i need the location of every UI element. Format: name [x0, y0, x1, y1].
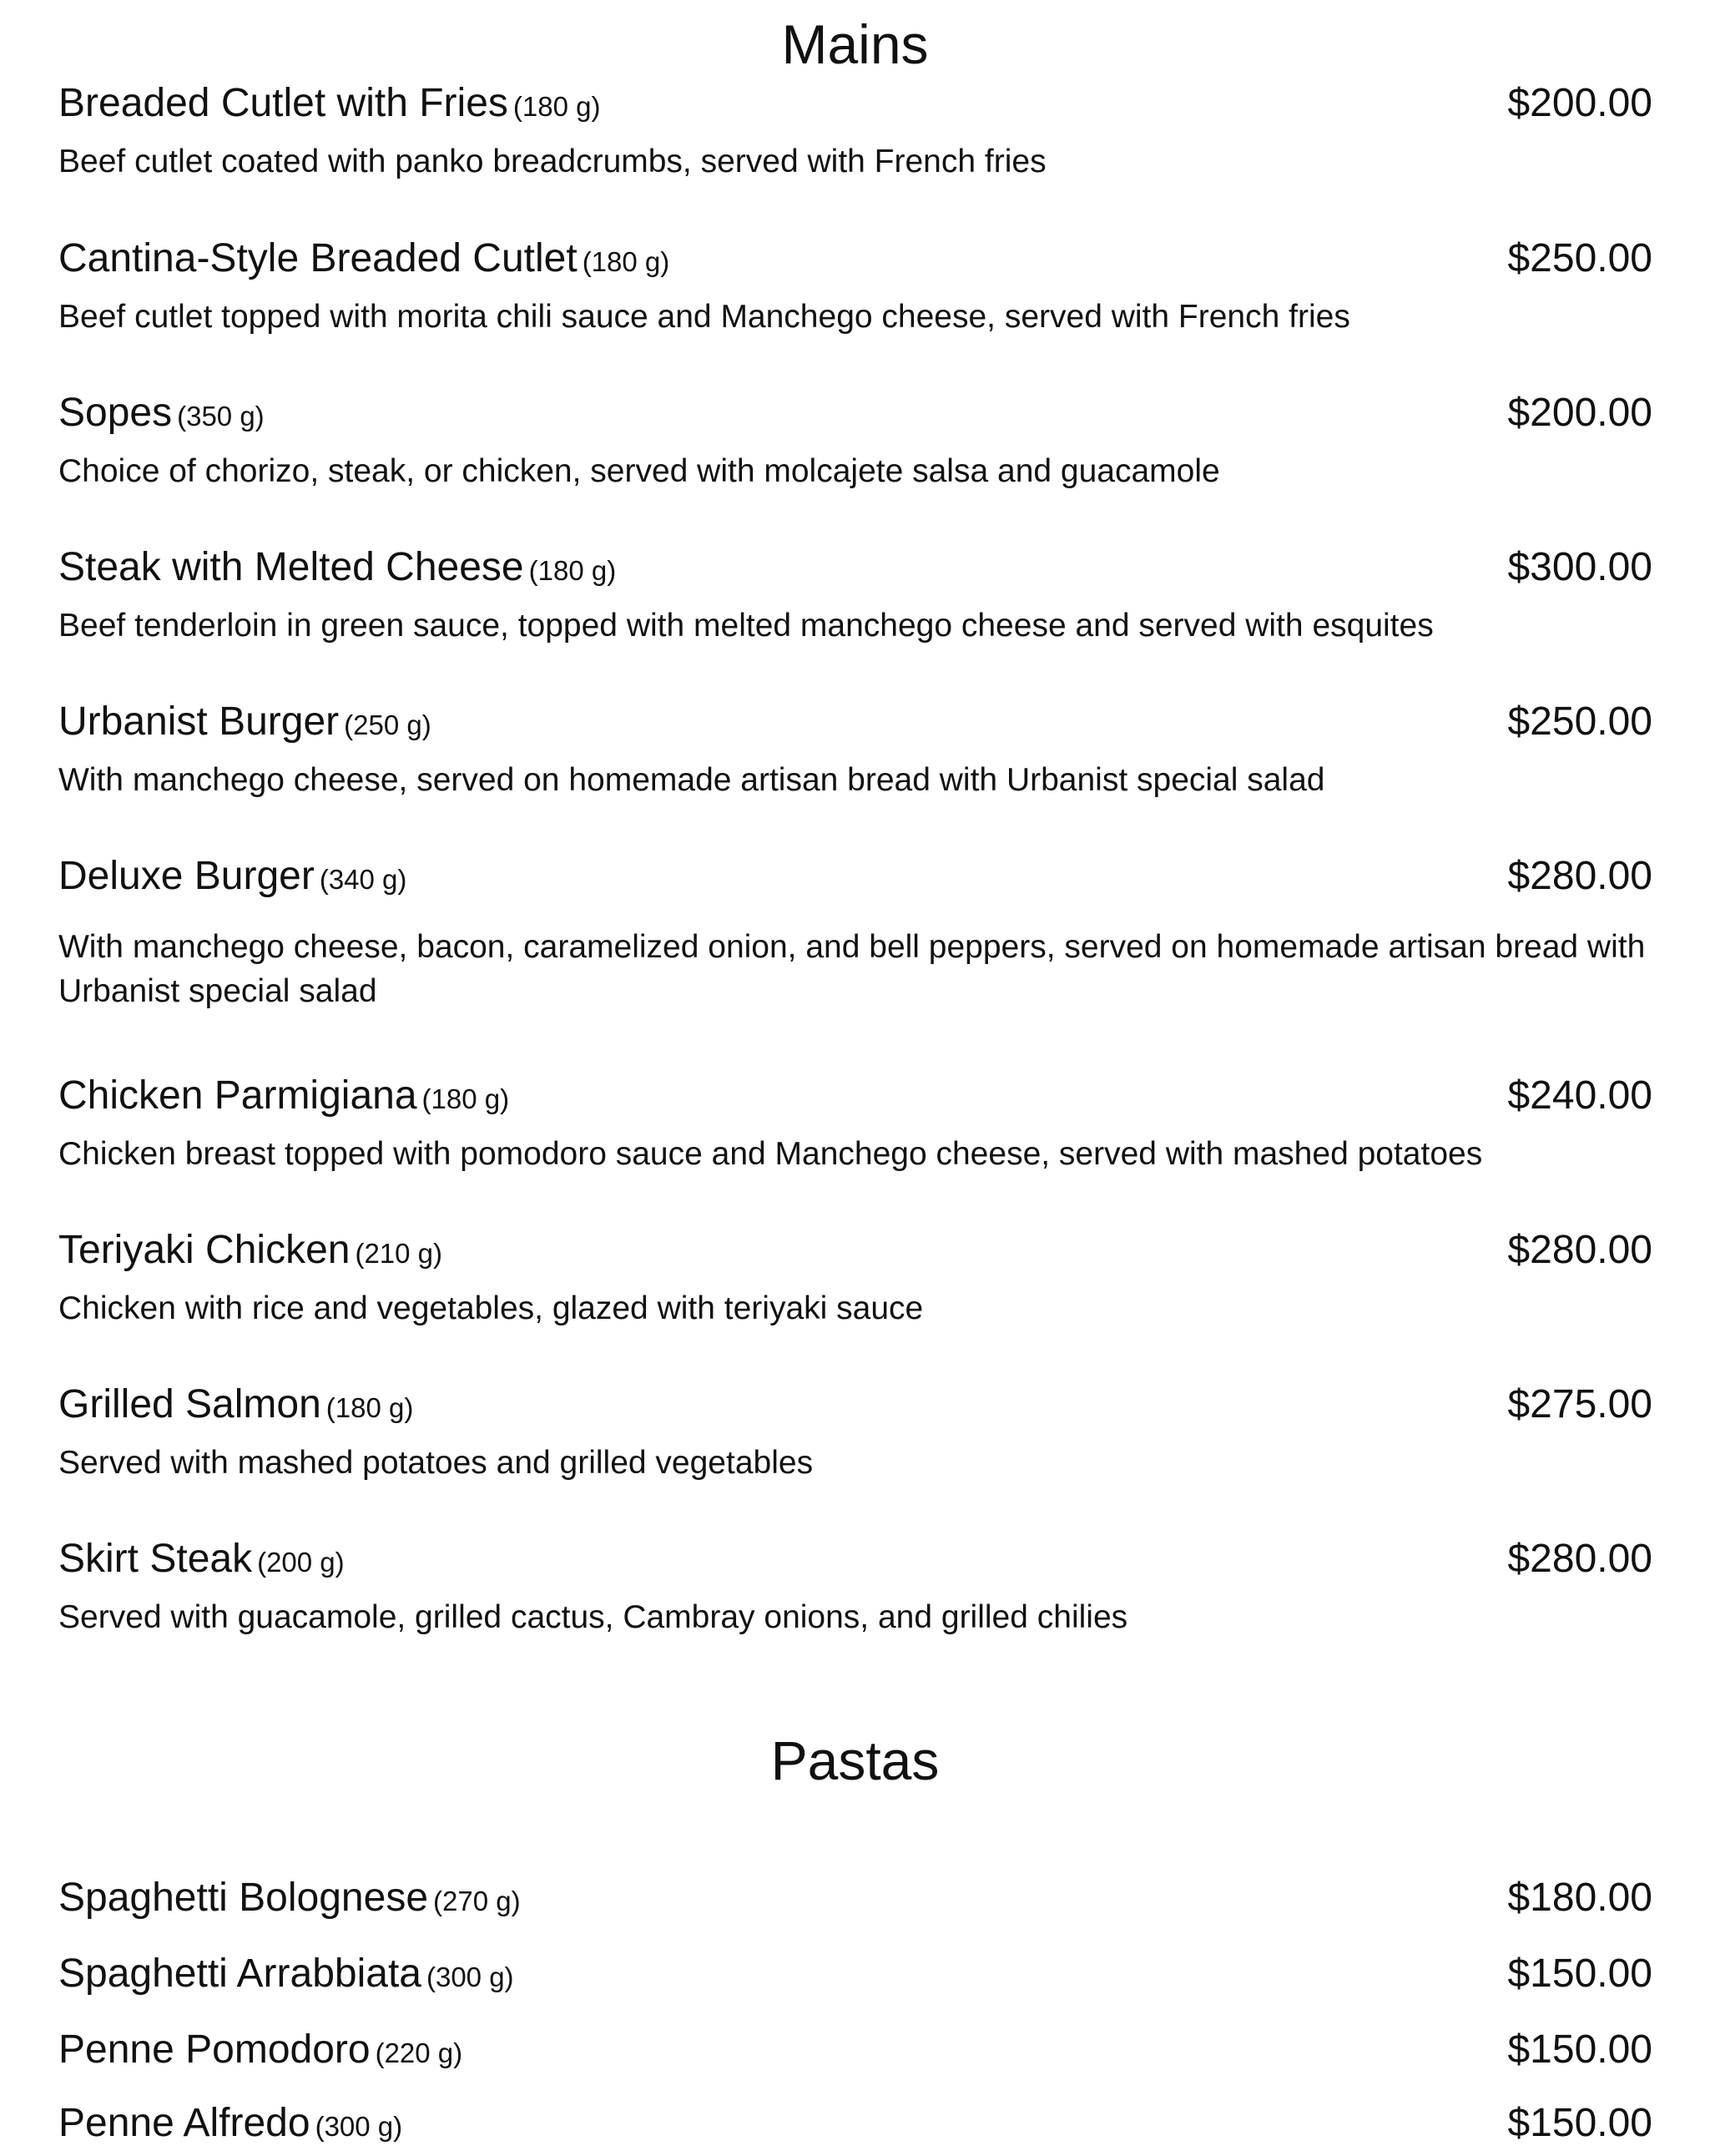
item-weight: (300 g) [426, 1962, 514, 1992]
item-description: Served with guacamole, grilled cactus, Cambray onions, and grilled chilies [58, 1599, 1128, 1635]
item-description: Chicken with rice and vegetables, glazed with teriyaki sauce [58, 1290, 924, 1326]
item-price: $180.00 [1507, 1876, 1652, 1920]
item-price: $240.00 [1507, 1073, 1652, 1118]
item-weight: (180 g) [421, 1083, 510, 1114]
menu-item [58, 2025, 1652, 2075]
item-weight: (270 g) [433, 1886, 521, 1916]
menu-item [58, 234, 1652, 339]
item-weight: (180 g) [512, 91, 601, 122]
item-description: Choice of chorizo, steak, or chicken, served with molcajete salsa and guacamole [58, 453, 1220, 489]
menu-item [58, 1225, 1652, 1330]
item-name: Grilled Salmon [58, 1382, 321, 1426]
item-description: Chicken breast topped with pomodoro sauce and Manchego cheese, served with mashed potatoes [58, 1136, 1483, 1172]
item-name: Spaghetti Bolognese [58, 1876, 429, 1920]
item-description: Beef cutlet coated with panko breadcrumbs, served with French fries [58, 144, 1047, 179]
item-name: Sopes [58, 391, 173, 435]
menu-item [58, 1380, 1652, 1485]
item-weight: (220 g) [375, 2037, 463, 2068]
item-weight: (300 g) [315, 2111, 403, 2142]
item-name: Cantina-Style Breaded Cutlet [58, 236, 578, 280]
item-price: $275.00 [1507, 1382, 1652, 1426]
item-weight: (210 g) [355, 1238, 443, 1269]
item-weight: (180 g) [528, 555, 617, 586]
item-price: $300.00 [1507, 545, 1652, 589]
item-description: Beef tenderloin in green sauce, topped with melted manchego cheese and served with esquites [58, 608, 1434, 644]
item-description: With manchego cheese, bacon, caramelized onion, and bell peppers, served on homemade artisan bread with Urbanist special salad [58, 929, 1646, 1009]
item-name: Penne Alfredo [58, 2101, 310, 2145]
item-weight: (200 g) [257, 1547, 345, 1578]
menu-item [58, 78, 1652, 184]
item-description: Served with mashed potatoes and grilled vegetables [58, 1445, 814, 1481]
item-name: Deluxe Burger [58, 854, 315, 898]
item-name: Teriyaki Chicken [58, 1228, 351, 1272]
item-name: Steak with Melted Cheese [58, 545, 524, 589]
item-price: $280.00 [1507, 1537, 1652, 1581]
item-name: Penne Pomodoro [58, 2027, 371, 2072]
item-description: Beef cutlet topped with morita chili sauce and Manchego cheese, served with French fries [58, 299, 1350, 335]
item-price: $150.00 [1507, 2101, 1652, 2145]
menu-item [58, 2098, 1652, 2148]
item-name: Skirt Steak [58, 1537, 253, 1581]
item-price: $250.00 [1507, 236, 1652, 280]
item-price: $250.00 [1507, 699, 1652, 744]
menu-item [58, 543, 1652, 648]
item-price: $200.00 [1507, 81, 1652, 125]
item-weight: (180 g) [582, 246, 670, 277]
item-description: With manchego cheese, served on homemade artisan bread with Urbanist special salad [58, 762, 1325, 798]
item-price: $280.00 [1507, 1228, 1652, 1272]
item-price: $150.00 [1507, 1952, 1652, 1996]
menu-item [58, 1071, 1652, 1176]
menu-item [58, 697, 1652, 802]
item-name: Spaghetti Arrabbiata [58, 1952, 421, 1996]
item-weight: (340 g) [319, 864, 407, 895]
menu-item [58, 1949, 1652, 1999]
item-weight: (180 g) [325, 1392, 414, 1423]
mains-section-title: Mains [781, 13, 929, 75]
item-price: $150.00 [1507, 2027, 1652, 2072]
item-weight: (250 g) [344, 709, 431, 740]
item-price: $280.00 [1507, 854, 1652, 898]
menu-item [58, 1534, 1652, 1639]
menu-item [58, 1873, 1652, 1923]
item-price: $200.00 [1507, 391, 1652, 435]
pastas-section-title: Pastas [770, 1729, 940, 1791]
item-weight: (350 g) [177, 401, 265, 432]
menu-item [58, 388, 1652, 493]
menu-item [58, 851, 1652, 1013]
item-name: Chicken Parmigiana [58, 1073, 417, 1118]
item-name: Breaded Cutlet with Fries [58, 81, 508, 125]
item-name: Urbanist Burger [58, 699, 340, 744]
